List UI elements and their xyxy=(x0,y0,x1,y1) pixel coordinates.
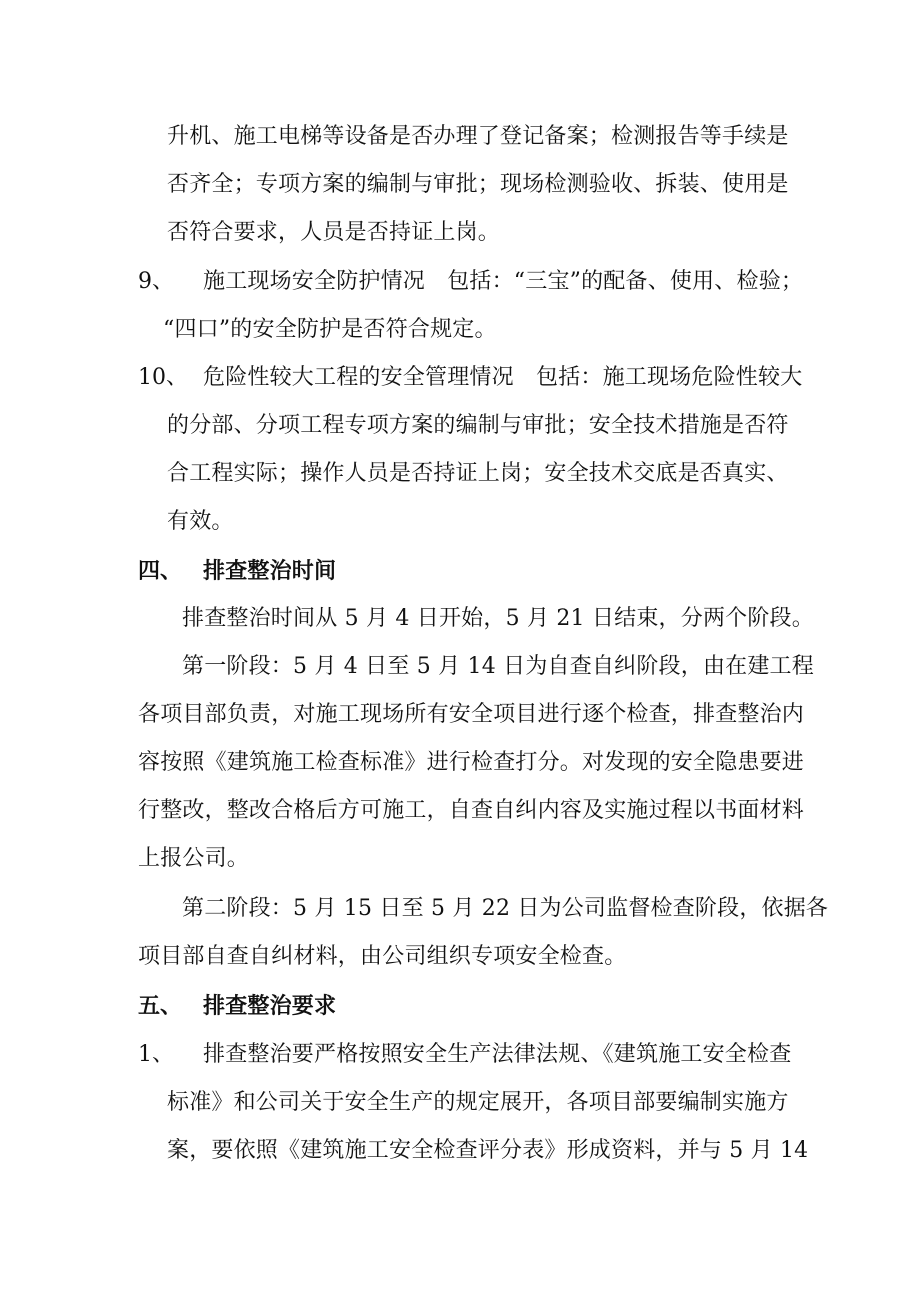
section-heading: 排查整治要求 xyxy=(203,993,337,1019)
text-line: “四口”的安全防护是否符合规定。 xyxy=(163,317,497,342)
text-line: 排查整治要严格按照安全生产法律法规、《建筑施工安全检查 xyxy=(203,1042,792,1067)
item-number: 9、 xyxy=(138,269,174,294)
text-line: 施工现场安全防护情况 包括：“三宝”的配备、使用、检验； xyxy=(203,269,804,294)
item-number: 10、 xyxy=(138,365,188,390)
text-line: 容按照《建筑施工检查标准》进行检查打分。对发现的安全隐患要进 xyxy=(138,750,805,775)
text-line: 第一阶段：5 月 4 日至 5 月 14 日为自查自纠阶段，由在建工程 xyxy=(182,654,814,679)
item-number: 1、 xyxy=(138,1042,174,1067)
text-line: 否符合要求，人员是否持证上岗。 xyxy=(167,220,501,245)
text-line: 项目部自查自纠材料，由公司组织专项安全检查。 xyxy=(138,944,627,969)
section-heading: 排查整治时间 xyxy=(203,558,337,584)
text-line: 第二阶段：5 月 15 日至 5 月 22 日为公司监督检查阶段，依据各 xyxy=(182,896,829,921)
text-line: 有效。 xyxy=(167,509,234,534)
text-line: 否齐全；专项方案的编制与审批；现场检测验收、拆装、使用是 xyxy=(167,172,789,197)
text-line: 的分部、分项工程专项方案的编制与审批；安全技术措施是否符 xyxy=(167,413,789,438)
text-line: 合工程实际；操作人员是否持证上岗；安全技术交底是否真实、 xyxy=(167,461,789,486)
text-line: 案，要依照《建筑施工安全检查评分表》形成资料，并与 5 月 14 xyxy=(167,1138,809,1163)
section-number: 五、 xyxy=(138,993,183,1019)
text-line: 标准》和公司关于安全生产的规定展开，各项目部要编制实施方 xyxy=(167,1090,789,1115)
text-line: 行整改，整改合格后方可施工，自查自纠内容及实施过程以书面材料 xyxy=(138,798,805,823)
text-line: 各项目部负责，对施工现场所有安全项目进行逐个检查，排查整治内 xyxy=(138,702,805,727)
text-line: 升机、施工电梯等设备是否办理了登记备案；检测报告等手续是 xyxy=(167,124,789,149)
section-number: 四、 xyxy=(138,558,183,584)
text-line: 排查整治时间从 5 月 4 日开始，5 月 21 日结束，分两个阶段。 xyxy=(182,606,814,631)
text-line: 上报公司。 xyxy=(138,846,250,871)
text-line: 危险性较大工程的安全管理情况 包括：施工现场危险性较大 xyxy=(203,365,803,390)
